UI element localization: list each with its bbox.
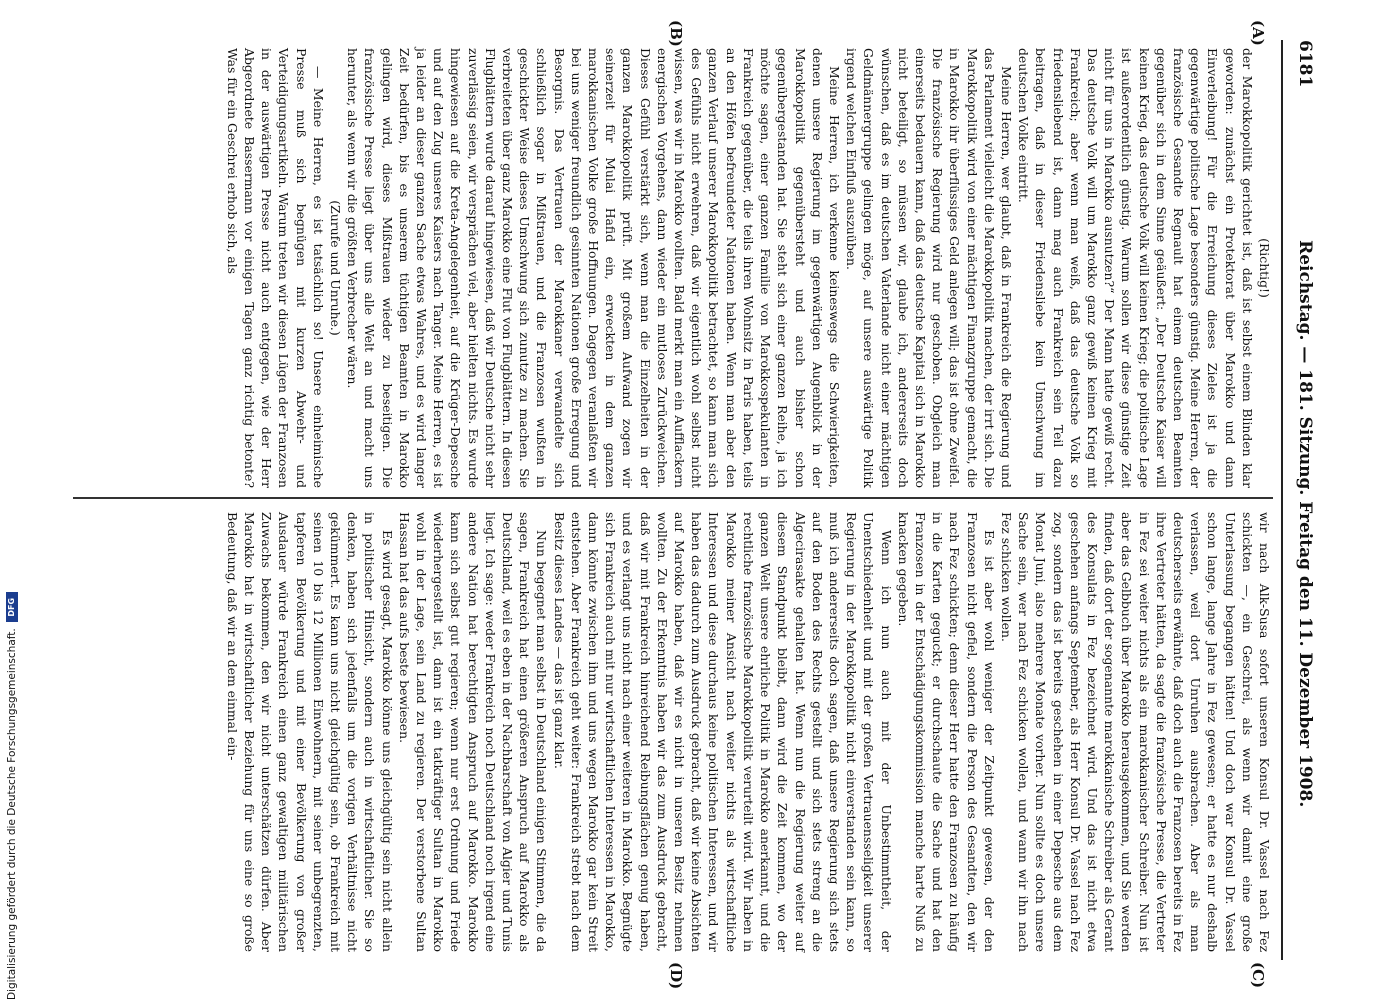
paragraph: (Richtig!) [1257, 238, 1272, 298]
paragraph: — Meine Herren, es ist tatsächlich so! Unsere einheimische Presse muß sich begnügen mit kurzen Abwehr- und Verteidigungsartikeln. Warum treten wir diesen Lügen der Franzosen in der auswärtigen Presse nicht auch entgegen, wie der Herr Abgeordnete Bassermann vor einigen Tagen ganz richtig betonte? Was für ein Geschrei erhob sich, als [224, 48, 326, 488]
margin-marker-d: (D) [667, 962, 685, 990]
margin-marker-a: (A) [1249, 20, 1267, 46]
rotated-newspaper-page [15, 0, 1325, 1000]
left-column [224, 48, 1273, 488]
paragraph: (Zurufe und Unruhe.) [328, 200, 344, 336]
page-number: 6181 [1295, 40, 1315, 88]
margin-marker-b: (B) [667, 20, 685, 47]
digitization-credit [2, 0, 22, 1000]
paragraph: wir nach Alk-Susa sofort unseren Konsul Dr. Vassel nach Fez schickten —, ein Geschrei, als wenn wir damit eine große Unterlassung begangen hätten! Und doch war Konsul Dr. Vassel schon lange, lange Jahre in Fez gewesen; er hatte es nur deshalb verlassen, weil dort Unruhen ausbrachen. Aber als man deutscherseits erwähnte, daß doch auch die Franzosen bereits in Fez ihre Vertreter hätten, da sagte die französische Presse, die Vertreter in Fez sei weiter nichts als ein marokkanischer Schreiber. Nun ist aber das Gelbbuch über Marokko herausgekommen, und Sie werden finden, daß dort der sogenannte marokkanische Schreiber als Gerant des Konsulats in Fez bezeichnet wird. Und das ist nicht etwa geschehen anfangs September, als Herr Konsul Dr. Vassel nach Fez zog, sondern das ist bereits geschehen in einer Depesche aus dem Monat Juni, also mehrere Monate vorher. Nun sollte es doch unsere Sache sein, wer nach Fez schicken wollen, und wann wir ihn nach Fez schicken wollen. [998, 512, 1272, 952]
header-rule [1281, 40, 1283, 960]
paragraph: Meine Herren, ich verkenne keineswegs die Schwierigkeiten, denen unsere Regierung im gegenwärtigen Augenblick in der Marokkopolitik gegenübersteht und auch bisher schon gegenübergestanden hat. Sie steht sich einer ganzen Reihe, ja ich möchte sagen, einer ganzen Familie von Marokkospekulanten in Frankreich gegenüber, die teils ihren Wohnsitz in Paris haben, teils an den Höfen befreundeter Nationen haben. Wenn man aber den ganzen Verlauf unserer Marokkopolitik betrachtet, so kann man sich des Gefühls nicht erwehren, daß wir eigentlich wohl selbst nicht wissen, was wir in Marokko wollten. Bald merkt man ein Aufflackern energischen Vorgehens, dann wieder ein mutloses Zurückweichen. Dieses Gefühl verstärkt sich, wenn man die Einzelheiten in der ganzen Marokkopolitik prüft. Mit großem Aufwand zogen wir seinerzeit für Mulai Hafid ein, erweckten in dem ganzen marokkanischen Volke große Hoffnungen. Dagegen veranlaßten wir bei uns weniger freundlich gesinnten Nationen große Erregung und Besorgnis. Das Vertrauen der Marokkaner verwandelte sich schließlich sogar in Mißtrauen, und die Franzosen wußten in geschickter Weise dieses Umschwung sich zunutze zu machen. Sie verbreiteten über ganz Marokko eine Flut von Flugblättern. In diesen Flugblättern wurde darauf hingewiesen, daß wir Deutsche nicht sehr zuverlässig seien, wir versprächen viel, aber hielten nichts. Es wurde hingewiesen auf die Kreta-Angelegenheit, auf die Krüger-Depesche und auf den Zug unseres Kaisers nach Tanger. Meine Herren, es ist ja leider an dieser ganzen Sache etwas Wahres, und es wird langer Zeit bedürfen, bis es unserem tüchtigen Beamten in Marokko gelingen wird, dieses Mißtrauen wieder zu beseitigen. Die französische Presse liegt über uns alle Welt an und macht uns herunter, als wenn wir die größten Verbrecher wären. [345, 48, 842, 488]
paragraph: der Marokkopolitik gerichtet ist, daß ist selbst einem Blinden klar geworden: zunächst ein Protektorat über Marokko und dann Einverleibung! Für die Erreichung dieses Zieles ist ja die gegenwärtige politische Lage besonders günstig. Meine Herren, der französische Gesandte Regnault hat einem deutschen Beamten gegenüber sich in dem Sinne geäußert: „Der Deutsche Kaiser will keinen Krieg, das deutsche Volk will keinen Krieg; die politische Lage ist außerordentlich günstig. Warum sollen wir diese günstige Zeit nicht für uns in Marokko ausnutzen?“ Der Mann hatte gewiß recht. Das deutsche Volk will um Marokko ganz gewiß keinen Krieg mit Frankreich; aber wenn man weiß, daß das deutsche Volk so friedensliebend ist, dann mag auch Frankreich sein Teil dazu beitragen, daß in dieser Friedensliebe kein Umschwung im deutschen Volke eintritt. [1016, 48, 1255, 488]
session-title: Reichstag. — 181. Sitzung. Freitag den 11. Dezember 1908. [1295, 240, 1315, 808]
paragraph: Nun begegnet man selbst in Deutschland einigen Stimmen, die da sagen, Frankreich hat einen größeren Anspruch auf Marokko als Deutschland, weil es eben in der Nachbarschaft von Algier und Tunis liegt. Ich sage: weder Frankreich noch Deutschland noch irgend eine andere Nation hat berechtigten Anspruch auf Marokko. Marokko kann sich selbst gut regieren; wenn nur erst Ordnung und Friede wiederhergestellt ist, dann ist ein tatkräftiger Sultan in Marokko wohl in der Lage, sein Land zu regieren. Der verstorbene Sultan Hassan hat das aufs beste bewiesen. [396, 512, 550, 952]
dfg-logo: DFG [6, 592, 18, 622]
credit-text: Digitalisierung gefördert durch die Deutsche Forschungsgemeinschaft. [6, 628, 18, 1000]
paragraph: Meine Herren, wer glaubt, daß in Frankreich die Regierung und das Parlament vielleicht die Marokkopolitik machen, der irrt sich. Die Marokkopolitik wird von einer mächtigen Finanzgruppe gemacht, die in Marokko ihr überflüssiges Geld anlegen will; das ist ohne Zweifel. Die französische Regierung wird nur geschoben. Obgleich man einerseits bedauern kann, daß das deutsche Kapital sich in Marokko nicht beteiligt, so müssen wir, glaube ich, andererseits doch wünschen, daß es im deutschen Vaterlande nicht einer mächtigen Geldmännergruppe gelingen möge, auf unsere auswärtige Politik irgend welchen Einfluß auszuüben. [844, 48, 1014, 488]
paragraph: Wenn ich nun auch mit der Unbestimmtheit, der Unentschiedenheit und mit der großen Vertrauensseligkeit unserer Regierung in der Marokkopolitik nicht einverstanden sein kann, so muß ich andererseits doch sagen, daß unsere Regierung sich stets auf den Boden des Rechts gestellt und sich stets streng an die Algecirasakte gehalten hat. Wenn nun die Regierung weiter auf diesem Standpunkt bleibt, dann wird die Zeit kommen, wo der ganzen Welt unsere ehrliche Politik in Marokko anerkannt, und die rechtliche französische Marokkopolitik verurteilt wird. Wir haben in Marokko meiner Ansicht nach weiter nichts als wirtschaftliche Interessen und diese durchaus keine politischen Interessen, und wir haben das dadurch zum Ausdruck gebracht, daß wir keine Absichten auf Marokko haben, daß wir es nicht in unseren Besitz nehmen wollten. Zu der Erkenntnis haben wir das zum Ausdruck gebracht, daß wir mit Frankreich hinreichend Reibungsflächen genug haben, und es verlangt uns nicht nach einer weiteren in Marokko. Begnügte sich Frankreich auch mit nur wirtschaftlichen Interessen in Marokko, dann könnte zwischen ihm und uns wegen Marokko gar kein Streit entstehen. Aber Frankreich geht weiter: Frankreich strebt nach dem Besitz dieses Landes — das ist ganz klar. [551, 512, 894, 952]
paragraph: Es ist aber wohl weniger der Zeitpunkt gewesen, der den Franzosen nicht gefiel, sondern die Person des Gesandten, den wir nach Fez schickten; denn dieser Herr hatte den Franzosen zu häufig in die Karten geguckt; er durchschaute die Sache und hat den Franzosen in der Entschädigungskommission manche harte Nuß zu knacken gegeben. [895, 512, 997, 952]
right-column [224, 512, 1273, 952]
column-divider [73, 497, 1273, 499]
paragraph: Es wird gesagt, Marokko könne uns gleichgültig sein nicht allein in politischer Hinsicht, sondern auch in wirtschaftlicher. Sie so denken, haben sich jedenfalls um die vorigen Verhältnisse nicht gekümmert. Es kann uns nicht gleichgültig sein, ob Frankreich mit seinen 10 bis 12 Millionen Einwohnern, mit seiner unbegrenzten, tapferen Bevölkerung und mit einer Bevölkerung von großer Ausdauer würde Frankreich einen ganz gewaltigen militärischen Zuwachs bekommen, den wir nicht unterschätzen dürfen. Aber Marokko hat in wirtschaftlicher Beziehung für uns eine so große Bedeutung, daß wir an dem einmal ein- [224, 512, 395, 952]
page-header [1285, 40, 1325, 960]
margin-marker-c: (C) [1249, 962, 1267, 989]
